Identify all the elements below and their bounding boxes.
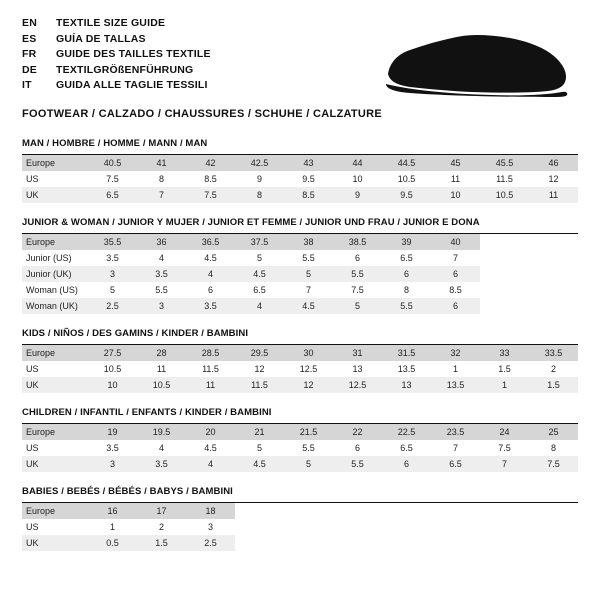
size-cell: 2.5	[186, 535, 235, 551]
size-cell	[529, 519, 578, 535]
size-cell: 36.5	[186, 234, 235, 250]
size-cell: 20	[186, 424, 235, 440]
size-cell: 5	[235, 250, 284, 266]
size-cell: 28	[137, 345, 186, 361]
size-cell: 3.5	[88, 250, 137, 266]
size-cell: 46	[529, 155, 578, 171]
size-cell: 12.5	[284, 361, 333, 377]
size-cell: 8	[137, 171, 186, 187]
size-cell	[235, 535, 284, 551]
size-cell: 39	[382, 234, 431, 250]
size-cell	[284, 535, 333, 551]
size-cell: 4	[235, 298, 284, 314]
size-cell	[431, 503, 480, 519]
size-cell: 7	[431, 250, 480, 266]
size-cell	[480, 535, 529, 551]
size-cell: 1.5	[480, 361, 529, 377]
size-cell	[480, 503, 529, 519]
size-cell: 4.5	[235, 266, 284, 282]
language-code: ES	[22, 32, 37, 45]
row-label: Junior (UK)	[22, 266, 88, 282]
size-cell: 3	[88, 266, 137, 282]
size-cell: 33.5	[529, 345, 578, 361]
size-cell: 40	[431, 234, 480, 250]
size-cell: 31.5	[382, 345, 431, 361]
table-row	[22, 503, 578, 519]
table-row	[22, 250, 578, 266]
size-cell: 7.5	[480, 440, 529, 456]
size-cell: 21.5	[284, 424, 333, 440]
table-row	[22, 440, 578, 456]
size-cell	[235, 503, 284, 519]
size-cell: 3.5	[137, 266, 186, 282]
size-cell: 24	[480, 424, 529, 440]
size-cell: 1.5	[529, 377, 578, 393]
size-cell	[333, 519, 382, 535]
size-cell: 3.5	[137, 456, 186, 472]
size-cell: 13.5	[431, 377, 480, 393]
table-row	[22, 298, 578, 314]
size-cell	[382, 503, 431, 519]
size-cell: 7	[137, 187, 186, 203]
size-cell: 19	[88, 424, 137, 440]
size-cell: 6.5	[431, 456, 480, 472]
size-cell	[382, 535, 431, 551]
size-cell-empty	[529, 250, 578, 266]
row-label: Europe	[22, 155, 88, 171]
size-cell: 4.5	[284, 298, 333, 314]
size-cell: 4.5	[235, 456, 284, 472]
size-section-title: BABIES / BEBÉS / BÉBÉS / BABYS / BAMBINI	[22, 486, 578, 503]
size-cell: 5	[333, 298, 382, 314]
table-row	[22, 266, 578, 282]
size-section	[22, 138, 578, 203]
size-cell: 6.5	[382, 250, 431, 266]
size-table	[22, 155, 578, 203]
size-cell: 7.5	[529, 456, 578, 472]
size-cell: 6	[382, 456, 431, 472]
size-table	[22, 503, 578, 551]
size-cell: 2.5	[88, 298, 137, 314]
size-cell-empty	[480, 282, 529, 298]
size-cell-empty	[480, 234, 529, 250]
size-cell: 4	[186, 266, 235, 282]
size-section-title: JUNIOR & WOMAN / JUNIOR Y MUJER / JUNIOR ET FEMME / JUNIOR UND FRAU / JUNIOR E DONA	[22, 217, 578, 234]
size-cell: 10	[431, 187, 480, 203]
row-label: UK	[22, 456, 88, 472]
size-cell: 42.5	[235, 155, 284, 171]
size-cell: 6.5	[235, 282, 284, 298]
size-cell: 9.5	[382, 187, 431, 203]
size-cell: 6	[431, 266, 480, 282]
size-cell: 25	[529, 424, 578, 440]
size-cell: 38	[284, 234, 333, 250]
size-cell-empty	[480, 250, 529, 266]
size-cell: 37.5	[235, 234, 284, 250]
size-table	[22, 424, 578, 472]
size-cell: 5.5	[382, 298, 431, 314]
size-cell: 29.5	[235, 345, 284, 361]
size-cell: 12	[284, 377, 333, 393]
size-cell: 6	[186, 282, 235, 298]
size-cell: 18	[186, 503, 235, 519]
size-cell: 10.5	[88, 361, 137, 377]
row-label: Woman (UK)	[22, 298, 88, 314]
size-cell: 45	[431, 155, 480, 171]
table-row	[22, 345, 578, 361]
size-cell: 4.5	[186, 440, 235, 456]
row-label: Europe	[22, 503, 88, 519]
row-label: Woman (US)	[22, 282, 88, 298]
size-cell: 3	[137, 298, 186, 314]
size-cell	[382, 519, 431, 535]
size-cell-empty	[529, 234, 578, 250]
size-cell: 4	[137, 440, 186, 456]
row-label: US	[22, 519, 88, 535]
size-cell: 8	[235, 187, 284, 203]
table-row	[22, 377, 578, 393]
size-cell: 12	[529, 171, 578, 187]
size-cell: 5.5	[137, 282, 186, 298]
size-cell: 17	[137, 503, 186, 519]
size-cell	[333, 503, 382, 519]
size-cell: 32	[431, 345, 480, 361]
row-label: UK	[22, 535, 88, 551]
row-label: Junior (US)	[22, 250, 88, 266]
table-row	[22, 155, 578, 171]
size-cell-empty	[480, 298, 529, 314]
size-cell: 12	[235, 361, 284, 377]
size-cell: 5	[284, 456, 333, 472]
size-cell: 11.5	[480, 171, 529, 187]
table-row	[22, 282, 578, 298]
size-section	[22, 407, 578, 472]
size-cell: 38.5	[333, 234, 382, 250]
size-cell: 21	[235, 424, 284, 440]
size-cell: 8.5	[431, 282, 480, 298]
size-cell	[480, 519, 529, 535]
size-cell: 6.5	[382, 440, 431, 456]
table-row	[22, 535, 578, 551]
size-cell-empty	[529, 266, 578, 282]
size-section	[22, 217, 578, 314]
language-code: FR	[22, 48, 37, 60]
size-cell: 4	[186, 456, 235, 472]
size-cell: 5	[235, 440, 284, 456]
size-cell: 12.5	[333, 377, 382, 393]
size-cell: 19.5	[137, 424, 186, 440]
size-cell: 43	[284, 155, 333, 171]
size-cell: 10	[333, 171, 382, 187]
size-section-title: MAN / HOMBRE / HOMME / MANN / MAN	[22, 138, 578, 155]
size-cell	[529, 535, 578, 551]
size-cell: 8	[382, 282, 431, 298]
language-title: GUÍA DE TALLAS	[56, 32, 146, 45]
size-cell: 8.5	[186, 171, 235, 187]
size-cell: 1	[480, 377, 529, 393]
size-cell: 22.5	[382, 424, 431, 440]
size-table	[22, 234, 578, 314]
size-cell: 4.5	[186, 250, 235, 266]
size-section	[22, 328, 578, 393]
size-cell: 7	[431, 440, 480, 456]
language-code: EN	[22, 17, 37, 29]
size-cell: 44	[333, 155, 382, 171]
size-cell: 11	[137, 361, 186, 377]
footwear-section-title: FOOTWEAR / CALZADO / CHAUSSURES / SCHUHE / CALZATURE	[22, 107, 383, 120]
dress-shoe-icon	[380, 32, 570, 98]
size-cell: 9	[235, 171, 284, 187]
size-cell: 5	[284, 266, 333, 282]
size-cell: 9.5	[284, 171, 333, 187]
size-cell: 1.5	[137, 535, 186, 551]
size-cell: 3	[88, 456, 137, 472]
size-cell: 2	[529, 361, 578, 377]
size-cell: 22	[333, 424, 382, 440]
row-label: Europe	[22, 234, 88, 250]
size-cell	[529, 503, 578, 519]
size-cell: 1	[431, 361, 480, 377]
size-cell-empty	[529, 282, 578, 298]
size-cell: 30	[284, 345, 333, 361]
size-cell	[284, 503, 333, 519]
size-cell: 5.5	[333, 456, 382, 472]
size-cell: 6	[333, 250, 382, 266]
row-label: US	[22, 361, 88, 377]
table-row	[22, 424, 578, 440]
size-cell: 3.5	[186, 298, 235, 314]
language-title: GUIDE DES TAILLES TEXTILE	[56, 48, 211, 60]
size-cell: 11.5	[235, 377, 284, 393]
size-cell: 7.5	[88, 171, 137, 187]
table-row	[22, 361, 578, 377]
size-section	[22, 486, 578, 551]
size-cell-empty	[480, 266, 529, 282]
row-label: UK	[22, 377, 88, 393]
language-code: DE	[22, 63, 37, 76]
size-cell: 11	[186, 377, 235, 393]
size-cell: 36	[137, 234, 186, 250]
size-cell: 0.5	[88, 535, 137, 551]
size-tables-container	[22, 138, 578, 551]
size-cell: 8	[529, 440, 578, 456]
size-cell: 13	[333, 361, 382, 377]
size-section-title: KIDS / NIÑOS / DES GAMINS / KINDER / BAMBINI	[22, 328, 578, 345]
row-label: US	[22, 440, 88, 456]
size-cell: 16	[88, 503, 137, 519]
size-cell: 6	[382, 266, 431, 282]
size-cell: 7.5	[333, 282, 382, 298]
language-title: TEXTILGRÖßENFÜHRUNG	[56, 63, 194, 76]
size-cell: 8.5	[284, 187, 333, 203]
size-cell: 4	[137, 250, 186, 266]
size-cell: 3.5	[88, 440, 137, 456]
table-row	[22, 519, 578, 535]
size-cell: 40.5	[88, 155, 137, 171]
size-cell: 33	[480, 345, 529, 361]
size-cell: 7	[284, 282, 333, 298]
size-cell: 5.5	[284, 440, 333, 456]
row-label: Europe	[22, 345, 88, 361]
size-cell: 3	[186, 519, 235, 535]
row-label: Europe	[22, 424, 88, 440]
size-cell: 45.5	[480, 155, 529, 171]
size-cell: 6.5	[88, 187, 137, 203]
language-row	[22, 16, 578, 32]
table-row	[22, 187, 578, 203]
size-cell: 11.5	[186, 361, 235, 377]
size-cell	[333, 535, 382, 551]
size-cell: 13	[382, 377, 431, 393]
size-cell: 10.5	[137, 377, 186, 393]
size-cell: 28.5	[186, 345, 235, 361]
size-cell: 31	[333, 345, 382, 361]
table-row	[22, 171, 578, 187]
size-table	[22, 345, 578, 393]
size-cell	[235, 519, 284, 535]
size-cell: 6	[333, 440, 382, 456]
size-cell: 35.5	[88, 234, 137, 250]
table-row	[22, 456, 578, 472]
size-cell: 6	[431, 298, 480, 314]
row-label: US	[22, 171, 88, 187]
size-cell: 44.5	[382, 155, 431, 171]
size-cell: 7.5	[186, 187, 235, 203]
size-cell: 27.5	[88, 345, 137, 361]
language-title: GUIDA ALLE TAGLIE TESSILI	[56, 79, 208, 91]
size-section-title: CHILDREN / INFANTIL / ENFANTS / KINDER / BAMBINI	[22, 407, 578, 424]
size-cell: 10	[88, 377, 137, 393]
row-label: UK	[22, 187, 88, 203]
size-cell: 23.5	[431, 424, 480, 440]
size-cell: 5.5	[284, 250, 333, 266]
size-cell: 5	[88, 282, 137, 298]
size-cell-empty	[529, 298, 578, 314]
size-cell	[431, 519, 480, 535]
size-cell: 2	[137, 519, 186, 535]
language-code: IT	[22, 79, 32, 91]
size-cell: 5.5	[333, 266, 382, 282]
document-header	[22, 16, 578, 120]
size-cell: 10.5	[382, 171, 431, 187]
language-title: TEXTILE SIZE GUIDE	[56, 17, 166, 29]
size-cell: 11	[529, 187, 578, 203]
size-cell: 9	[333, 187, 382, 203]
size-cell: 10.5	[480, 187, 529, 203]
size-cell: 42	[186, 155, 235, 171]
size-cell: 1	[88, 519, 137, 535]
table-row	[22, 234, 578, 250]
size-cell	[431, 535, 480, 551]
size-cell: 13.5	[382, 361, 431, 377]
size-cell: 41	[137, 155, 186, 171]
size-cell	[284, 519, 333, 535]
size-cell: 7	[480, 456, 529, 472]
size-cell: 11	[431, 171, 480, 187]
